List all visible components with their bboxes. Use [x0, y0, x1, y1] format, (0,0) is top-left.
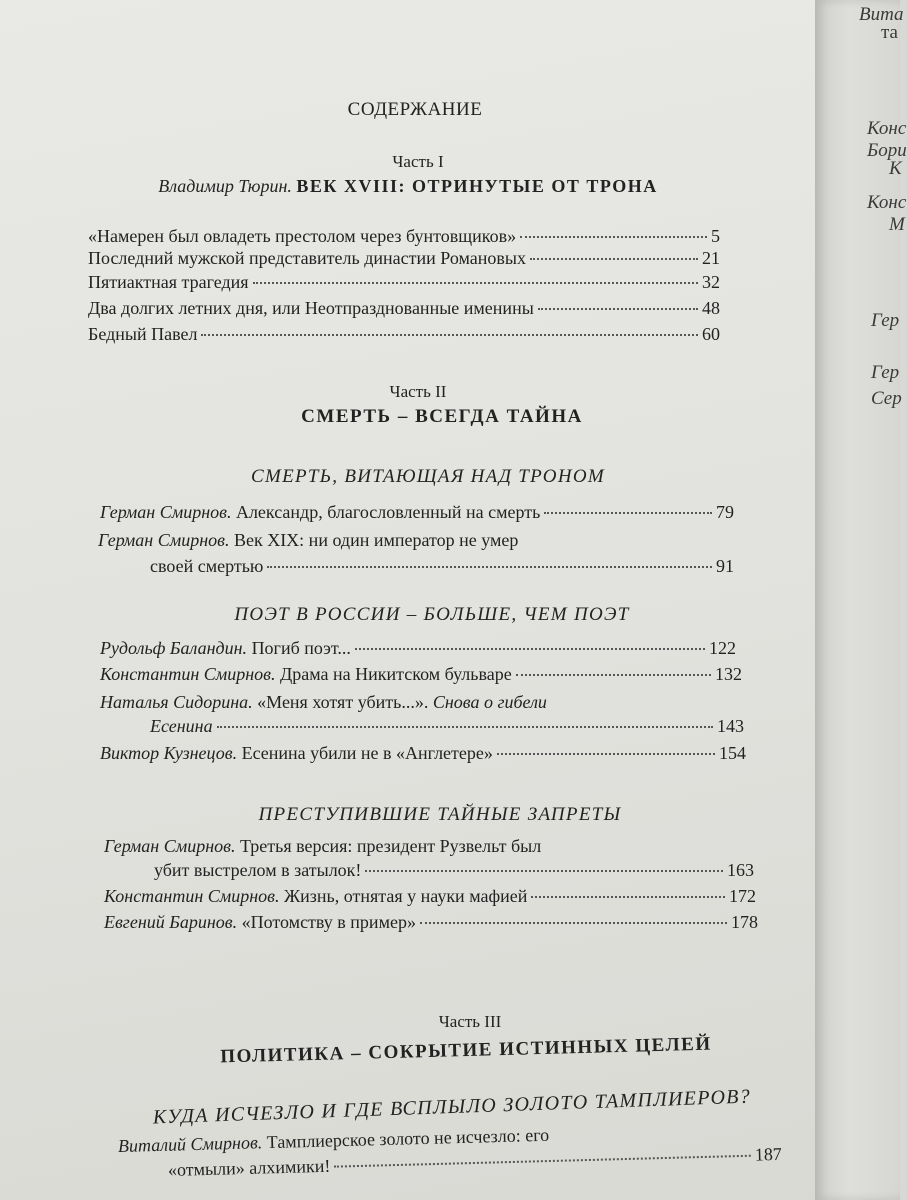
leader-dots: [538, 308, 698, 310]
entry-title: Есенина убили не в «Англетере»: [241, 743, 493, 763]
entry-title: Александр, благословленный на смерть: [235, 502, 541, 522]
toc-entry-line2[interactable]: [154, 860, 754, 881]
entry-author: Виктор Кузнецов.: [100, 743, 238, 763]
leader-dots: [201, 334, 698, 336]
toc-entry[interactable]: [104, 912, 758, 933]
entry-title: Два долгих летних дня, или Неотпразднованные именины: [88, 298, 534, 318]
adjacent-fragment: та: [881, 22, 898, 43]
adjacent-fragment: Гер: [871, 362, 900, 383]
entry-title: Бедный Павел: [88, 324, 198, 344]
part1-title: ВЕК XVIII: ОТРИНУТЫЕ ОТ ТРОНА: [296, 176, 658, 196]
toc-entry-line1[interactable]: [104, 836, 541, 857]
leader-dots: [530, 258, 698, 260]
section-title: КУДА ИСЧЕЗЛО И ГДЕ ВСПЛЫЛО ЗОЛОТО ТАМПЛИЕРОВ?: [152, 1085, 752, 1129]
toc-entry-line2[interactable]: [150, 716, 744, 737]
entry-author: Герман Смирнов.: [98, 530, 230, 550]
part1-label: Часть I: [392, 152, 444, 171]
toc-entry[interactable]: [100, 502, 734, 523]
section-title: СМЕРТЬ, ВИТАЮЩАЯ НАД ТРОНОМ: [250, 466, 606, 487]
leader-dots: [531, 896, 725, 898]
leader-dots: [516, 674, 711, 676]
toc-entry-line1[interactable]: [98, 530, 518, 551]
entry-title-cont: своей смертью: [150, 556, 264, 576]
page-number: 21: [702, 248, 720, 268]
page-number: 5: [711, 226, 720, 246]
toc-entry[interactable]: [100, 664, 742, 685]
toc-entry[interactable]: [88, 248, 720, 269]
adjacent-fragment: Сер: [871, 388, 902, 409]
adjacent-fragment: Вита: [859, 4, 904, 25]
adjacent-fragment: Бори: [867, 140, 907, 161]
leader-dots: [355, 648, 705, 650]
leader-dots: [365, 870, 723, 872]
page-number: 187: [754, 1143, 783, 1165]
page-number: 154: [719, 743, 746, 763]
entry-title: Пятиактная трагедия: [88, 272, 249, 292]
entry-title-cont: Есенина: [150, 716, 213, 736]
entry-title: Драма на Никитском бульваре: [280, 664, 512, 684]
entry-author: Константин Смирнов.: [104, 886, 280, 906]
entry-author: Константин Смирнов.: [100, 664, 276, 684]
entry-author: Рудольф Баландин.: [100, 638, 248, 658]
entry-title: Жизнь, отнятая у науки мафией: [284, 886, 528, 906]
section-title: ПРЕСТУПИВШИЕ ТАЙНЫЕ ЗАПРЕТЫ: [258, 804, 622, 825]
leader-dots: [544, 512, 712, 514]
adjacent-fragment: К: [889, 158, 902, 179]
entry-title: Третья версия: президент Рузвельт был: [239, 836, 542, 856]
adjacent-fragment: Конс: [867, 192, 907, 213]
entry-author: Виталий Смирнов.: [117, 1132, 263, 1156]
page-number: 79: [716, 502, 734, 522]
toc-entry[interactable]: [88, 298, 720, 319]
page-number: 91: [716, 556, 734, 576]
part2-label: Часть II: [389, 382, 447, 401]
adjacent-fragment: Конс: [867, 118, 907, 139]
toc-entry[interactable]: [100, 743, 746, 764]
section-title: ПОЭТ В РОССИИ – БОЛЬШЕ, ЧЕМ ПОЭТ: [234, 604, 630, 625]
part2-title: СМЕРТЬ – ВСЕГДА ТАЙНА: [301, 406, 583, 427]
toc-entry[interactable]: [88, 272, 720, 293]
leader-dots: [520, 236, 707, 238]
part1-author: Владимир Тюрин.: [158, 176, 292, 196]
part3-title: ПОЛИТИКА – СОКРЫТИЕ ИСТИННЫХ ЦЕЛЕЙ: [220, 1033, 712, 1068]
page-number: 32: [702, 272, 720, 292]
leader-dots: [267, 566, 712, 568]
entry-title: Век XIX: ни один император не умер: [233, 530, 519, 550]
entry-author: Герман Смирнов.: [100, 502, 232, 522]
page-number: 48: [702, 298, 720, 318]
page-number: 178: [731, 912, 758, 932]
part3-label: Часть III: [438, 1012, 502, 1031]
entry-title-italic: Снова о гибели: [432, 692, 547, 712]
leader-dots: [253, 282, 698, 284]
page-number: 143: [717, 716, 744, 736]
toc-entry-line1[interactable]: [100, 692, 547, 713]
part1-title-line: [158, 176, 658, 197]
page-number: 172: [729, 886, 756, 906]
leader-dots: [334, 1155, 751, 1168]
entry-title: Погиб поэт...: [251, 638, 351, 658]
toc-entry-line2[interactable]: [150, 556, 734, 577]
entry-title-cont: убит выстрелом в затылок!: [154, 860, 362, 880]
page-number: 132: [715, 664, 742, 684]
entry-author: Евгений Баринов.: [104, 912, 238, 932]
adjacent-fragment: М: [889, 214, 905, 235]
entry-author: Герман Смирнов.: [104, 836, 236, 856]
toc-entry[interactable]: [88, 324, 720, 345]
toc-entry[interactable]: [88, 226, 720, 247]
leader-dots: [217, 726, 713, 728]
entry-title: «Потомству в пример»: [241, 912, 416, 932]
toc-entry[interactable]: [100, 638, 736, 659]
entry-title-cont: «отмыли» алхимики!: [167, 1155, 331, 1180]
toc-entry[interactable]: [104, 886, 756, 907]
page-number: 60: [702, 324, 720, 344]
page-number: 122: [709, 638, 736, 658]
page-number: 163: [727, 860, 754, 880]
toc-heading: СОДЕРЖАНИЕ: [347, 99, 483, 120]
entry-title: «Намерен был овладеть престолом через бунтовщиков»: [88, 226, 517, 246]
entry-author: Наталья Сидорина.: [100, 692, 253, 712]
adjacent-fragment: Гер: [871, 310, 900, 331]
entry-title: Тамплиерское золото не исчезло: его: [266, 1124, 550, 1153]
leader-dots: [420, 922, 727, 924]
entry-title: Последний мужской представитель династии Романовых: [88, 248, 526, 268]
leader-dots: [497, 753, 715, 755]
entry-title: «Меня хотят убить...».: [257, 692, 429, 712]
